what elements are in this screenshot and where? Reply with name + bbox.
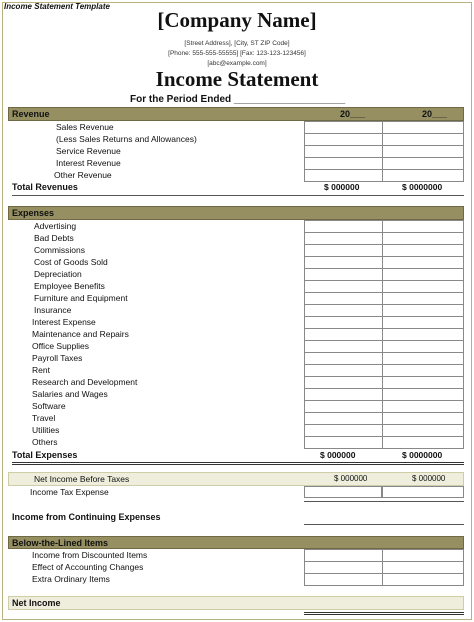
net-before-tax-value-2: $ 000000 bbox=[412, 474, 446, 483]
expense-item-label: Interest Expense bbox=[32, 317, 96, 327]
expense-item-label: Employee Benefits bbox=[34, 281, 105, 291]
revenue-header-band bbox=[8, 107, 464, 121]
net-income-label: Net Income bbox=[12, 598, 61, 608]
year-label-1: 20___ bbox=[340, 109, 366, 119]
expense-item-label: Office Supplies bbox=[32, 341, 90, 351]
net-income-band bbox=[8, 596, 464, 610]
revenue-item-label: Interest Revenue bbox=[56, 158, 121, 168]
expense-item-cell-1[interactable] bbox=[304, 436, 383, 449]
total-expenses-label: Total Expenses bbox=[12, 450, 78, 460]
template-tag: Income Statement Template bbox=[4, 2, 110, 11]
revenue-heading: Revenue bbox=[12, 109, 50, 119]
income-tax-label: Income Tax Expense bbox=[30, 487, 109, 497]
revenue-item-cell-1[interactable] bbox=[304, 169, 383, 182]
expense-item-label: Advertising bbox=[34, 221, 77, 231]
revenue-item-label: Other Revenue bbox=[54, 170, 112, 180]
expense-item-label: Bad Debts bbox=[34, 233, 74, 243]
revenue-item-label: Sales Revenue bbox=[56, 122, 114, 132]
expense-item-label: Maintenance and Repairs bbox=[32, 329, 129, 339]
total-expenses-value-2: $ 0000000 bbox=[402, 450, 443, 460]
expense-item-label: Cost of Goods Sold bbox=[34, 257, 108, 267]
year-label-2: 20___ bbox=[422, 109, 448, 119]
expense-item-label: Salaries and Wages bbox=[32, 389, 108, 399]
below-line-item-label: Income from Discounted Items bbox=[32, 550, 148, 560]
expenses-header-band bbox=[8, 206, 464, 220]
total-revenues-label: Total Revenues bbox=[12, 182, 78, 192]
company-name: [Company Name] bbox=[157, 8, 317, 32]
address-line: [Street Address], [City, ST ZIP Code] bbox=[184, 40, 290, 47]
total-revenues-value-2: $ 0000000 bbox=[402, 182, 443, 192]
expense-item-label: Furniture and Equipment bbox=[34, 293, 128, 303]
expenses-heading: Expenses bbox=[12, 208, 55, 218]
expense-item-cell-2[interactable] bbox=[382, 436, 464, 449]
income-tax-cell-1[interactable] bbox=[304, 486, 382, 498]
below-line-item-cell-1[interactable] bbox=[304, 573, 383, 586]
expense-item-label: Payroll Taxes bbox=[32, 353, 83, 363]
expense-item-label: Depreciation bbox=[34, 269, 82, 279]
below-line-item-label: Effect of Accounting Changes bbox=[32, 562, 144, 572]
total-revenues-rule bbox=[12, 195, 464, 196]
statement-title: Income Statement bbox=[155, 67, 319, 91]
net-before-tax-label: Net Income Before Taxes bbox=[34, 474, 130, 484]
net-before-tax-value-1: $ 000000 bbox=[334, 474, 368, 483]
net-income-double-rule bbox=[304, 612, 464, 615]
period-label: For the Period Ended ____________________ bbox=[130, 94, 346, 105]
expense-item-label: Travel bbox=[32, 413, 56, 423]
expense-item-label: Software bbox=[32, 401, 66, 411]
below-line-item-cell-2[interactable] bbox=[382, 573, 464, 586]
total-expenses-double-rule bbox=[12, 462, 464, 465]
below-line-item-label: Extra Ordinary Items bbox=[32, 574, 110, 584]
revenue-item-label: Service Revenue bbox=[56, 146, 121, 156]
phone-line: [Phone: 555-555-55555] [Fax: 123-123-123456] bbox=[168, 50, 306, 57]
expense-item-label: Commissions bbox=[34, 245, 86, 255]
continuing-label: Income from Continuing Expenses bbox=[12, 512, 161, 522]
continuing-rule bbox=[304, 524, 464, 525]
expense-item-label: Others bbox=[32, 437, 58, 447]
revenue-item-cell-2[interactable] bbox=[382, 169, 464, 182]
income-tax-cell-2[interactable] bbox=[382, 486, 464, 498]
income-tax-rule bbox=[304, 501, 464, 502]
expense-item-label: Rent bbox=[32, 365, 50, 375]
expense-item-label: Utilities bbox=[32, 425, 60, 435]
expense-item-label: Insurance bbox=[34, 305, 72, 315]
email-line: [abc@example.com] bbox=[207, 60, 267, 67]
revenue-item-label: (Less Sales Returns and Allowances) bbox=[56, 134, 197, 144]
expense-item-label: Research and Development bbox=[32, 377, 138, 387]
total-revenues-value-1: $ 000000 bbox=[324, 182, 360, 192]
total-expenses-value-1: $ 000000 bbox=[320, 450, 356, 460]
below-line-heading: Below-the-Lined Items bbox=[12, 538, 109, 548]
